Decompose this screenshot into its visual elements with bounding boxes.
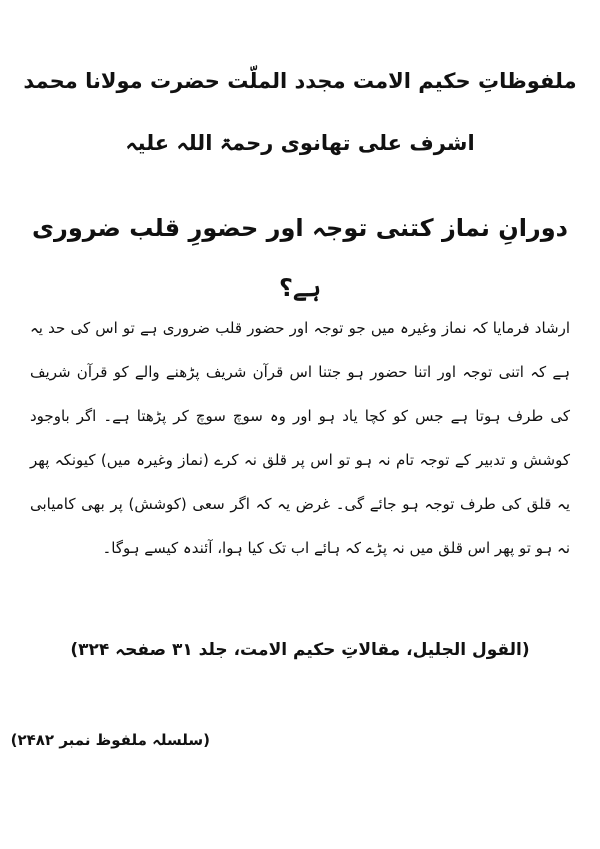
body-paragraph: ارشاد فرمایا کہ نماز وغیرہ میں جو توجہ اور حضور قلب ضروری ہے تو اس کی حد یہ ہے کہ اتنی توجہ اور اتنا حضور ہو جتنا اس قرآن شریف پڑھنے والے کو قرآن شریف کی طرف ہوتا ہے جس کو کچا یاد ہو اور وہ سوچ سوچ کر پڑھتا ہے۔ اگر باوجود کوشش و تدبیر کے توجہ تام نہ ہو تو اس پر قلق نہ کرے (نماز وغیرہ میں) کیونکہ پھر یہ قلق کی طرف توجہ ہو جائے گی۔ غرض یہ کہ اگر سعی (کوشش) پر بھی کامیابی نہ ہو تو پھر اس قلق میں نہ پڑے کہ ہائے اب تک کیا ہوا، آئندہ کیسے ہوگا۔ [30, 319, 570, 557]
series-number: (سلسلہ ملفوظ نمبر ۲۴۸۲) [10, 731, 210, 749]
document-header-title: ملفوظاتِ حکیم الامت مجدد الملّت حضرت مولانا محمد اشرف علی تھانوی رحمۃ اللہ علیہ [23, 69, 577, 155]
source-reference: (القول الجلیل، مقالاتِ حکیم الامت، جلد ۳۱ صفحہ ۳۲۴) [70, 640, 530, 660]
question-heading: دورانِ نماز کتنی توجہ اور حضورِ قلب ضروری ہے؟ [32, 214, 568, 302]
